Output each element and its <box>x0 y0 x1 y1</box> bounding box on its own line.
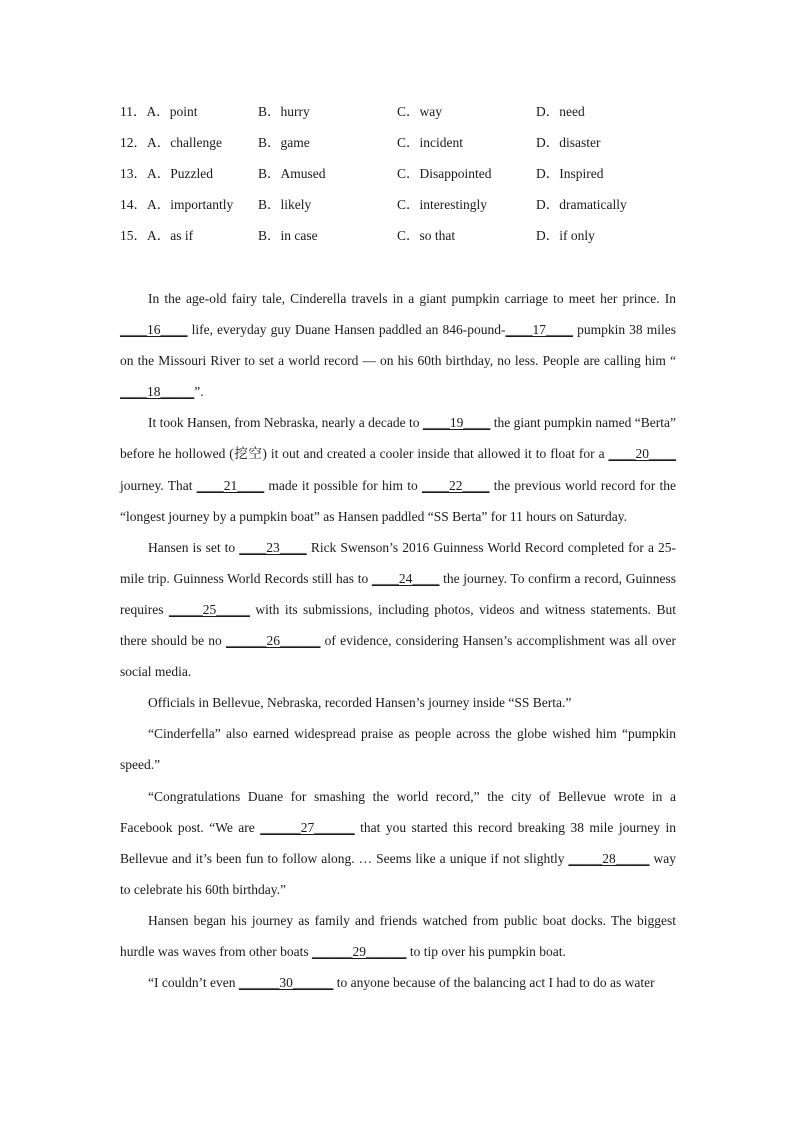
option-c: C．incident <box>397 135 463 150</box>
answer-blank: _____25_____ <box>168 601 250 617</box>
option-d: D．dramatically <box>536 197 627 212</box>
passage-text: It took Hansen, from Nebraska, nearly a decade to <box>148 415 423 431</box>
answer-blank: ______29______ <box>311 943 407 959</box>
cloze-passage <box>120 283 676 998</box>
question-number: 11． <box>120 104 147 119</box>
answer-blank: ____20____ <box>608 446 676 462</box>
passage-text: In the age-old fairy tale, Cinderella travels in a giant pumpkin carriage to meet her prince. In <box>148 291 676 306</box>
option-a <box>120 194 233 216</box>
passage-text: life, everyday guy Duane Hansen paddled an 846-pound- <box>187 322 506 338</box>
passage-text: that you started this record breaking 38 mile journey in Bellevue and it’s been fun to follow along. … Seems like a unique if not slightly <box>120 819 676 866</box>
passage-text: made it possible for him to <box>264 477 422 493</box>
passage-text: the journey. To confirm a record, Guinness requires <box>120 570 676 617</box>
passage-text: “Cinderfella” also earned widespread praise as people across the globe wished him “pumpkin speed.” <box>120 726 676 773</box>
paragraph <box>120 283 676 407</box>
passage-text: the previous world record for the “longest journey by a pumpkin boat” as Hansen paddled “SS Berta” for 11 hours on Saturday. <box>120 477 677 524</box>
passage-text: Officials in Bellevue, Nebraska, recorded Hansen’s journey inside “SS Berta.” <box>148 695 572 711</box>
passage-text: to anyone because of the balancing act I had to do as water <box>333 975 655 991</box>
paragraph <box>120 781 676 905</box>
answer-blank: ______27______ <box>260 819 355 835</box>
option-d: D．disaster <box>536 135 601 150</box>
option-c: C．Disappointed <box>397 166 492 181</box>
answer-blank: ____22____ <box>421 477 490 493</box>
option-a-text: A．importantly <box>147 197 234 212</box>
option-a <box>120 101 198 123</box>
answer-blank: ____24____ <box>371 570 440 586</box>
answer-blank: ____17____ <box>505 322 573 338</box>
passage-text: Rick Swenson’s 2016 Guinness World Record completed for a 25-mile trip. Guinness World Records still has to <box>120 539 676 586</box>
answer-blank: ______30______ <box>238 975 334 991</box>
passage-text: journey. That <box>120 477 197 493</box>
passage-text: to tip over his pumpkin boat. <box>406 943 566 959</box>
option-b: B．game <box>258 135 310 150</box>
option-row-13 <box>0 163 794 185</box>
option-c: C．so that <box>397 228 456 243</box>
option-a-text: A．Puzzled <box>147 166 213 181</box>
paragraph <box>120 967 676 998</box>
question-number: 12． <box>120 135 147 150</box>
answer-blank: ______26______ <box>225 633 321 649</box>
paragraph <box>120 687 676 718</box>
passage-text: the giant pumpkin named “Berta” before he hollowed (挖空) it out and created a cooler inside that allowed it to float for a <box>120 415 676 462</box>
option-d: D．if only <box>536 228 595 243</box>
passage-text: of evidence, considering Hansen’s accomplishment was all over social media. <box>120 633 676 680</box>
option-c: C．interestingly <box>397 197 487 212</box>
passage-text: way to celebrate his 60th birthday.” <box>120 850 676 897</box>
option-b: B．hurry <box>258 104 310 119</box>
option-b: B．Amused <box>258 166 326 181</box>
answer-blank: ____21____ <box>196 477 265 493</box>
option-b: B．in case <box>258 228 318 243</box>
option-row-14 <box>0 194 794 216</box>
answer-blank: ____16____ <box>120 322 188 338</box>
option-a <box>120 163 213 185</box>
paragraph <box>120 905 676 967</box>
answer-blank: _____28_____ <box>568 850 650 866</box>
passage-text: Hansen began his journey as family and friends watched from public boat docks. The biggest hurdle was waves from other boats <box>120 912 676 959</box>
passage-text: pumpkin 38 miles on the Missouri River to set a world record — on his 60th birthday, no less. People are calling him “ <box>120 322 676 369</box>
option-a <box>120 225 193 247</box>
option-c: C．way <box>397 104 442 119</box>
question-number: 13． <box>120 166 147 181</box>
question-number: 14． <box>120 197 147 212</box>
option-b: B．likely <box>258 197 312 212</box>
option-a <box>120 132 222 154</box>
option-d: D．need <box>536 104 585 119</box>
paragraph <box>120 407 676 531</box>
answer-blank: ____19____ <box>422 415 491 431</box>
option-row-15 <box>0 225 794 247</box>
option-row-12 <box>0 132 794 154</box>
passage-text: ”. <box>194 384 204 400</box>
question-number: 15． <box>120 228 147 243</box>
option-a-text: A．as if <box>147 228 194 243</box>
passage-text: “I couldn’t even <box>148 975 239 991</box>
answer-blank: ____18_____ <box>120 384 195 400</box>
paragraph <box>120 532 676 687</box>
paragraph <box>120 718 676 780</box>
option-d: D．Inspired <box>536 166 604 181</box>
passage-text: “Congratulations Duane for smashing the world record,” the city of Bellevue wrote in a Facebook post. “We are <box>120 788 676 835</box>
option-a-text: A．challenge <box>147 135 222 150</box>
option-a-text: A．point <box>146 104 198 119</box>
passage-text: Hansen is set to <box>148 539 240 555</box>
answer-blank: ____23____ <box>239 539 307 555</box>
option-row-11 <box>0 101 794 123</box>
passage-text: with its submissions, including photos, videos and witness statements. But there should be no <box>120 601 676 649</box>
